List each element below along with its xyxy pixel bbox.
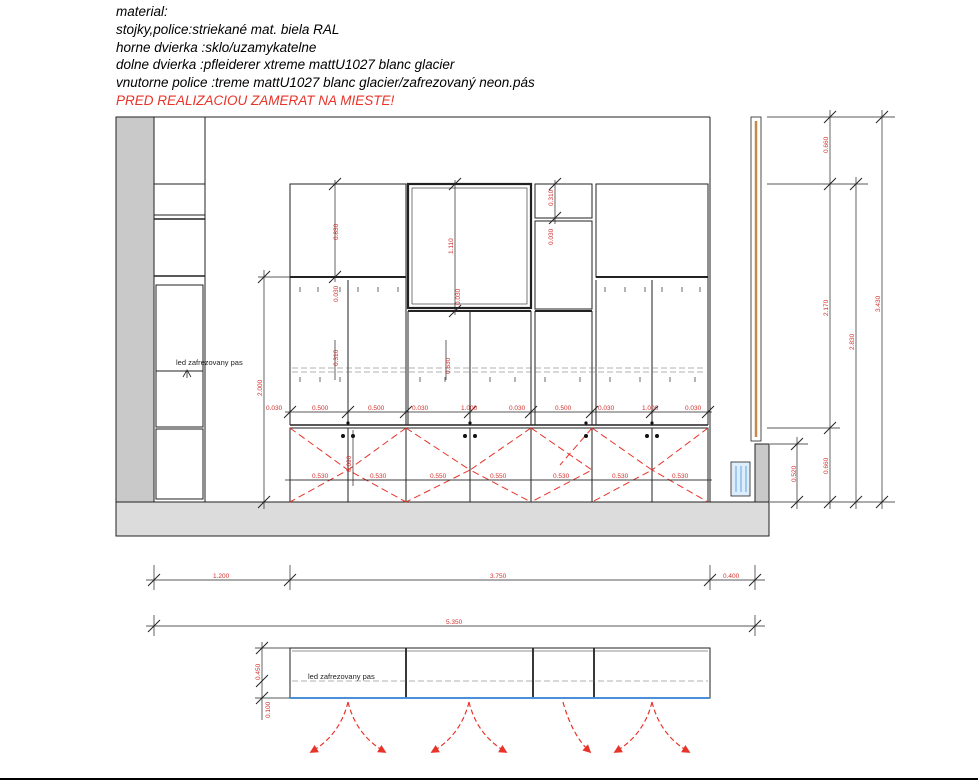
dim-right-2170: 2.170 xyxy=(823,299,830,316)
door-swing-arrows xyxy=(311,702,689,752)
left-tall-cabinet xyxy=(154,117,205,502)
dim-row-030e: 0.030 xyxy=(685,405,702,412)
glass-display-section xyxy=(290,277,708,425)
dim-low-530e: 0.530 xyxy=(672,473,689,480)
dim-right-520: 0.520 xyxy=(791,465,798,482)
led-label-plan: led zafrezovany pas xyxy=(308,672,375,681)
dimension-ticks xyxy=(148,111,888,632)
dim-low-530b: 0.530 xyxy=(370,473,387,480)
plan-view xyxy=(255,642,710,720)
left-wall xyxy=(116,117,154,502)
dim-total-400: 0.400 xyxy=(723,573,740,580)
dim-plan-450: 0.450 xyxy=(255,663,262,680)
dim-row-500c: 0.500 xyxy=(555,405,572,412)
dim-row-030c: 0.030 xyxy=(509,405,526,412)
dim-plan-100: 0.100 xyxy=(265,701,272,718)
shelf-lines xyxy=(292,368,706,372)
dim-row-500a: 0.500 xyxy=(312,405,329,412)
notes-title: material: xyxy=(116,4,168,19)
floor-slab xyxy=(116,502,769,536)
dim-upper-030: 0.030 xyxy=(548,228,555,245)
dim-total-3750: 3.750 xyxy=(490,573,507,580)
notes-line-inner-shelves: vnutorne police :treme mattU1027 blanc glacier/zafrezovaný neon.pás xyxy=(116,75,535,91)
dim-row-030d: 0.030 xyxy=(598,405,615,412)
glass-door-center xyxy=(408,184,531,308)
notes-line-frames: stojky,police:striekané mat. biela RAL xyxy=(116,21,340,37)
dim-right-2830: 2.830 xyxy=(849,333,856,350)
dim-row-500b: 0.500 xyxy=(368,405,385,412)
dim-upper-310: 0.310 xyxy=(548,189,555,206)
radiator xyxy=(731,462,750,496)
right-wall-lower xyxy=(755,444,769,502)
dim-row-1000b: 1.000 xyxy=(642,405,659,412)
led-label-elevation: led zafrezovany pas xyxy=(176,358,243,367)
notes-line-upper-doors: horne dvierka :sklo/uzamykatelne xyxy=(116,39,317,55)
dim-base-690: 0.690 xyxy=(346,455,353,472)
lock-knobs xyxy=(341,421,659,438)
dim-total-1200: 1.200 xyxy=(213,573,230,580)
dim-low-550a: 0.550 xyxy=(430,473,447,480)
notes-line-lower-doors: dolne dvierka :pfleiderer xtreme mattU1027 blanc glacier xyxy=(116,57,455,73)
dim-upper-830: 0.830 xyxy=(333,223,340,240)
dim-low-550b: 0.550 xyxy=(490,473,507,480)
dim-mid-030: 0.030 xyxy=(333,285,340,302)
dim-row-030a: 0.030 xyxy=(266,405,283,412)
dim-mid-030b: 0.030 xyxy=(455,288,462,305)
dim-right-3430: 3.430 xyxy=(875,295,882,312)
dim-low-530a: 0.530 xyxy=(312,473,329,480)
notes-warning: PRED REALIZACIOU ZAMERAT NA MIESTE! xyxy=(116,92,395,108)
dim-left-2000: 2.000 xyxy=(257,379,264,396)
dim-row-1000a: 1.000 xyxy=(461,405,478,412)
dim-low-530c: 0.530 xyxy=(553,473,570,480)
dim-shelf-310: 0.310 xyxy=(333,349,340,366)
dim-upper-1110: 1.110 xyxy=(448,238,455,254)
dim-low-530d: 0.530 xyxy=(612,473,629,480)
dim-row-030b: 0.030 xyxy=(412,405,429,412)
dimension-lines xyxy=(146,110,895,636)
dim-shelf-630: 0.630 xyxy=(445,357,452,374)
dim-right-top: 0.660 xyxy=(823,136,830,153)
right-side-panel xyxy=(751,117,761,441)
dim-right-660b: 0.660 xyxy=(823,457,830,474)
dim-total-5350: 5.350 xyxy=(446,619,463,626)
